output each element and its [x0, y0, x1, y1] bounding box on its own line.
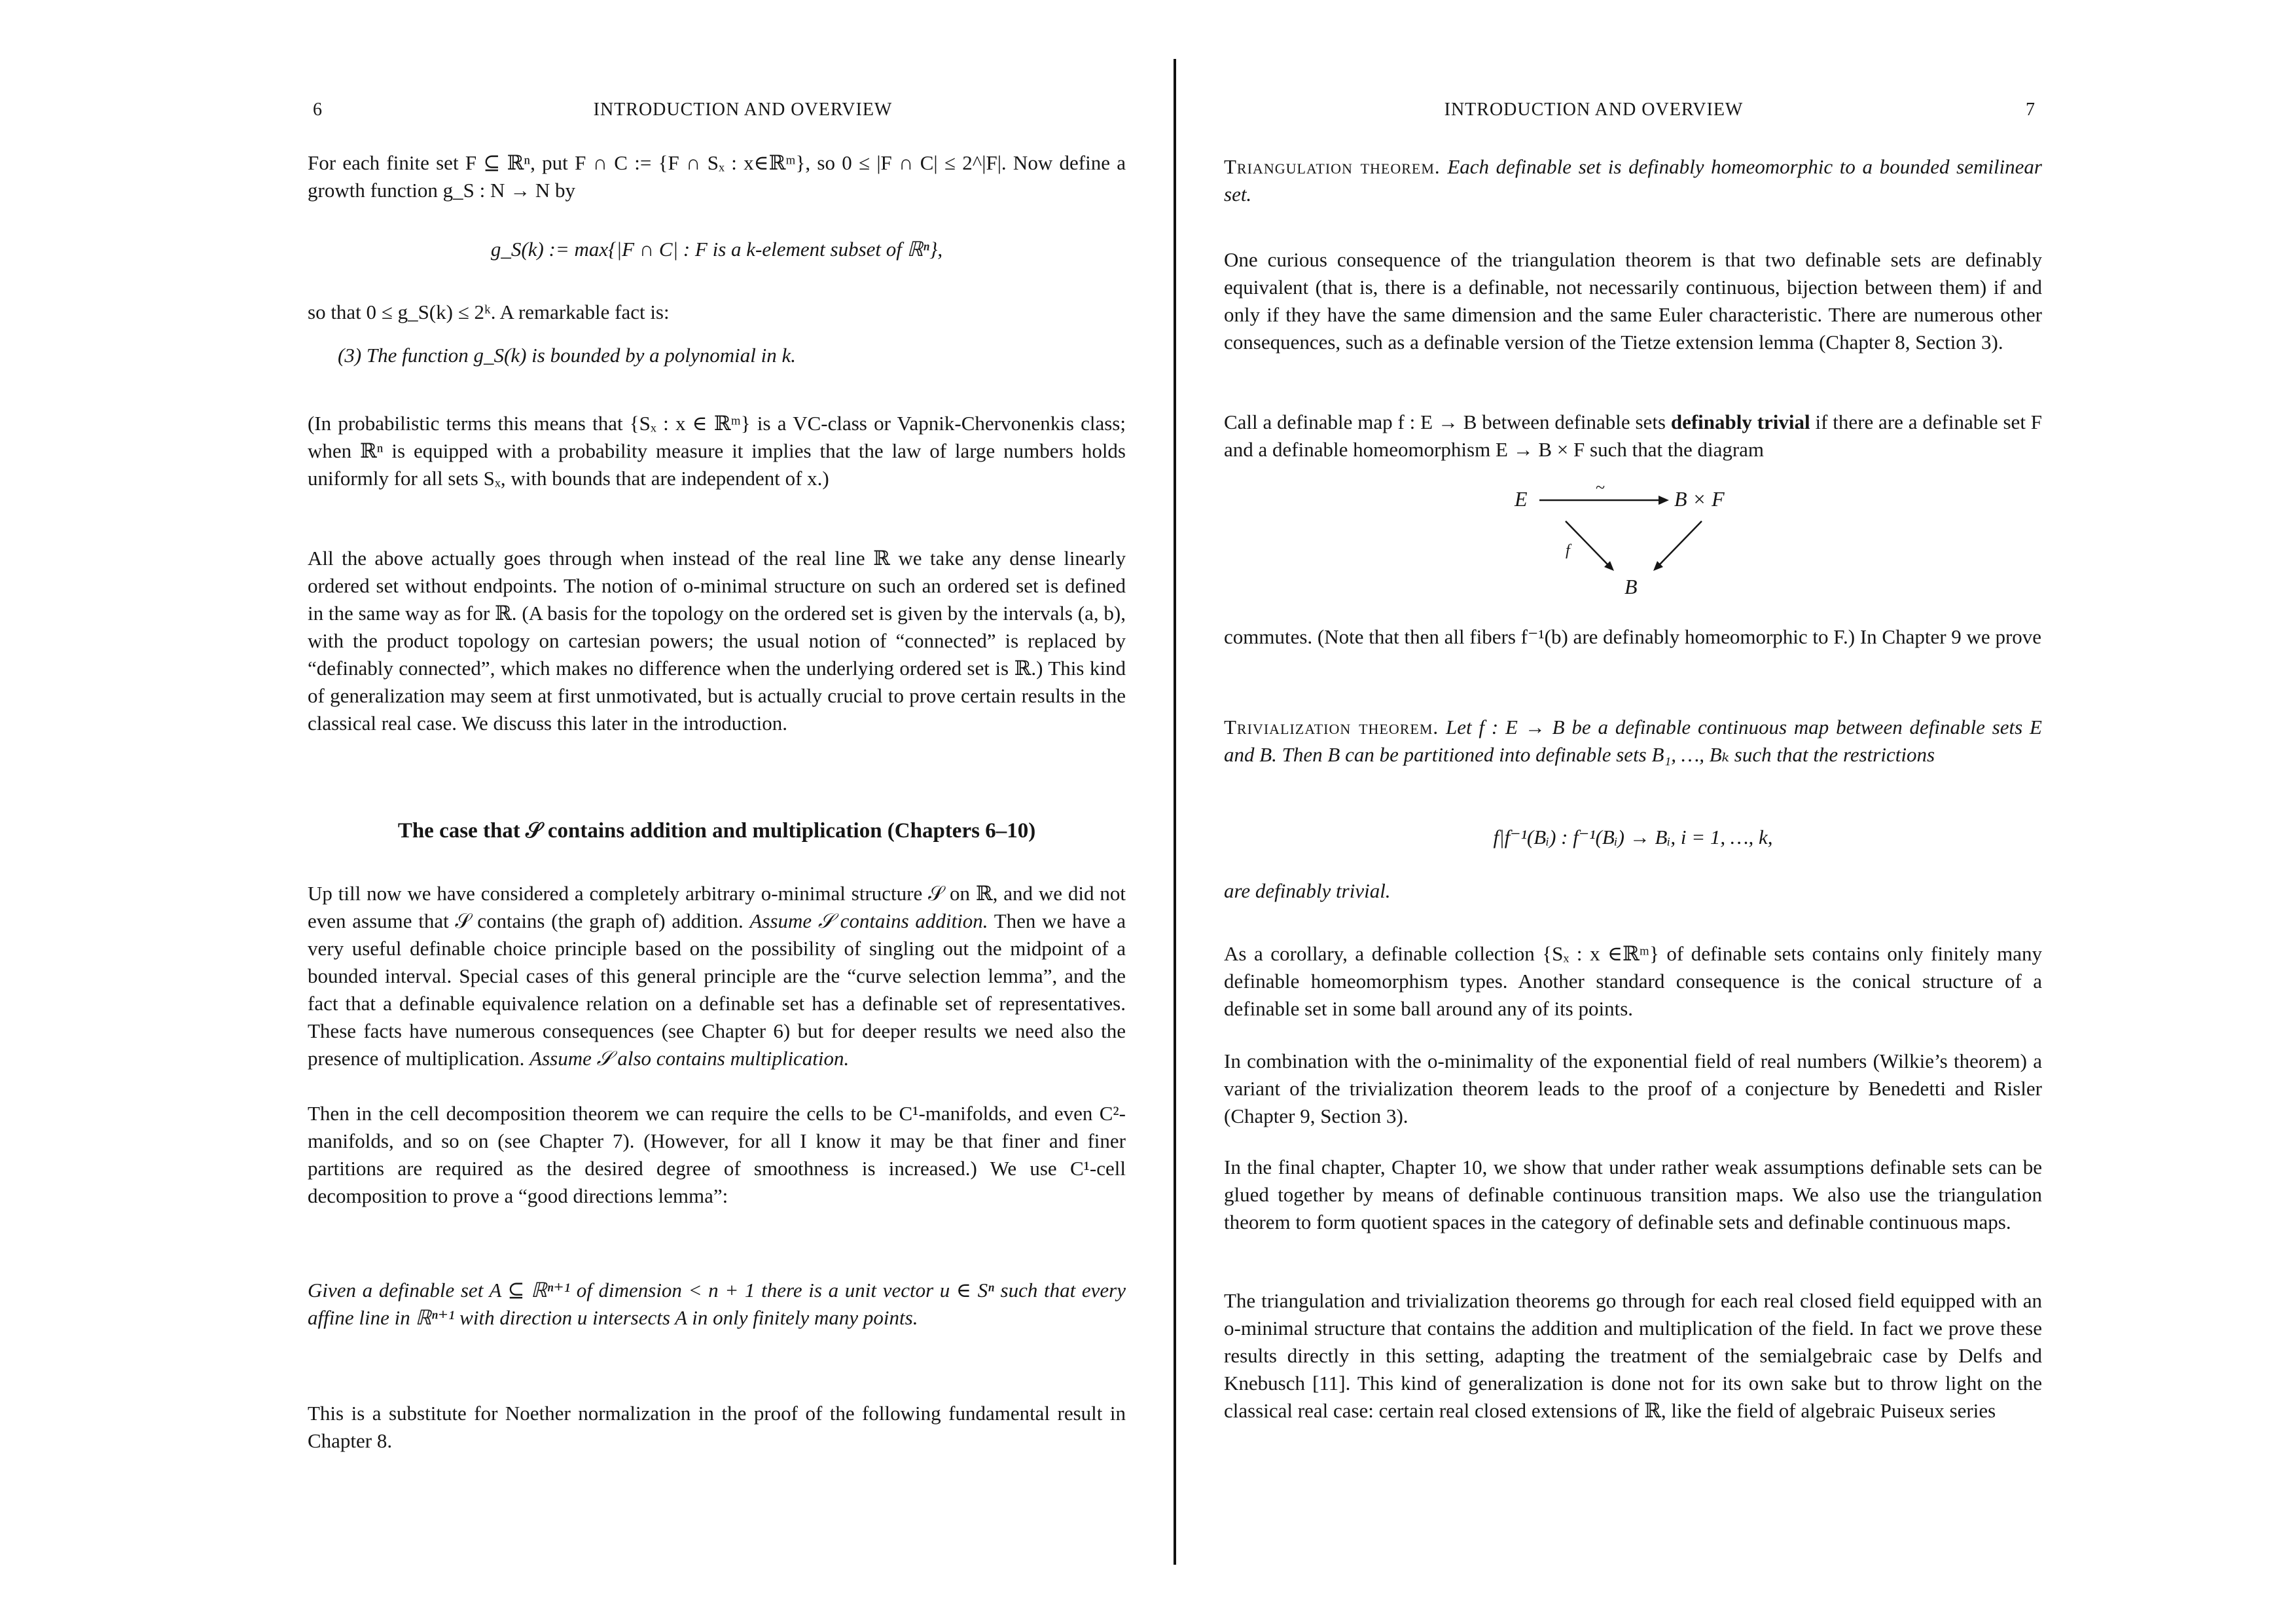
commutative-diagram: [1505, 478, 1787, 613]
trivialization-theorem-label: Trivialization theorem.: [1224, 716, 1439, 739]
right-para-curious-consequence: One curious consequence of the triangulation theorem is that two definable sets are definably equivalent (that is, there is a definable, not necessarily continuous, bijection between them) if and only if they have the same dimension and the same Euler characteristic. There are numerous other consequences, such as a definable version of the Tietze extension lemma (Chapter 8, Section 3).: [1224, 248, 2042, 354]
projection-arrow-shaft: [1659, 521, 1702, 566]
left-para-finite-set-text: For each finite set F ⊆ ℝⁿ, put F ∩ C := {F ∩ Sₓ : x∈ℝᵐ}, so 0 ≤ |F ∩ C| ≤ 2^|F|. Now define a growth function g_S : N → N by: [308, 151, 1126, 202]
growth-function-equation: g_S(k) := max{|F ∩ C| : F is a k-element subset of ℝⁿ},: [490, 238, 943, 261]
para5-assume-addition: Assume 𝒮 contains addition.: [749, 909, 988, 932]
diagram-map-f: f: [1566, 542, 1570, 559]
right-page-number: 7: [2026, 100, 2036, 120]
trivialization-theorem-statement: Let f : E → B be a definable continuous map between definable sets E and B. Then B can be partitioned into definable sets B₁, …, Bₖ such that the restrictions: [1224, 716, 2042, 766]
left-running-head: [308, 100, 1126, 126]
triangulation-theorem: [1224, 153, 2042, 208]
para5-part-c: Then we have a very useful definable choice principle based on the possibility of singling out the midpoint of a bounded interval. Special cases of this general principle are the “curve selection lemma”, and the fact that a definable equivalence relation on a definable set has a definable set of representatives. These facts have numerous consequences (see Chapter 6) but for deeper results we need also the presence of multiplication.: [308, 909, 1126, 1070]
triangulation-theorem-statement: Each definable set is definably homeomorphic to a bounded semilinear set.: [1224, 155, 2042, 206]
right-para-corollary: As a corollary, a definable collection {Sₓ : x ∈ℝᵐ} of definable sets contains only finitely many definable homeomorphism types. Another standard consequence is the conical structure of a definable set in some ball around any of its points.: [1224, 942, 2042, 1020]
are-definably-trivial: are definably trivial.: [1224, 879, 1391, 902]
right-page: [1224, 0, 2042, 1623]
left-para-definable-choice: [308, 880, 1126, 1072]
left-para-vc-class: (In probabilistic terms this means that {Sₓ : x ∈ ℝᵐ} is a VC-class or Vapnik-Chervonenkis class; when ℝⁿ is equipped with a probability measure it implies that the law of large numbers holds uniformly for all sets Sₓ, with bounds that are independent of x.): [308, 412, 1126, 490]
commutative-diagram-arrows: [1505, 482, 1787, 613]
right-para-final-chapter: In the final chapter, Chapter 10, we show that under rather weak assumptions definable sets can be glued together by means of definable continuous transition maps. We also use the triangulation theorem to form quotient spaces in the category of definable sets and definable continuous maps.: [1224, 1156, 2042, 1233]
left-running-title: INTRODUCTION AND OVERVIEW: [593, 100, 893, 120]
right-running-title: INTRODUCTION AND OVERVIEW: [1444, 100, 1744, 120]
right-para-definably-trivial: [1224, 409, 2042, 464]
left-para-dense-order: All the above actually goes through when instead of the real line ℝ we take any dense linearly ordered set without endpoints. The notion of o-minimal structure on such an ordered set is defined in the same way as for ℝ. (A basis for the topology on the ordered set is given by the intervals (a, b), with the product topology on cartesian powers; the usual notion of “connected” is replaced by “definably connected”, which makes no difference when the underlying ordered set is ℝ.) This kind of generalization may seem at first unmotivated, but is actually crucial to prove certain results in the classical real case. We discuss this later in the introduction.: [308, 547, 1126, 735]
section-heading-addition-multiplication: The case that 𝒮 contains addition and multiplication (Chapters 6–10): [397, 819, 1036, 843]
left-para-noether: This is a substitute for Noether normalization in the proof of the following fundamental result in Chapter 8.: [308, 1402, 1126, 1452]
right-para-commutes: commutes. (Note that then all fibers f⁻¹(b) are definably homeomorphic to F.) In Chapter 9 we prove: [1224, 625, 2042, 648]
definably-trivial-term: definably trivial: [1670, 410, 1810, 433]
left-para-finite-set: [308, 149, 1126, 204]
left-page-number: 6: [313, 100, 323, 120]
definably-trivial-part-b: if there are a definable set F and a definable homeomorphism E → B × F such that the diagram: [1224, 410, 2043, 461]
trivialization-theorem: [1224, 714, 2042, 769]
good-directions-lemma: Given a definable set A ⊆ ℝⁿ⁺¹ of dimension < n + 1 there is a unit vector u ∈ Sⁿ such that every affine line in ℝⁿ⁺¹ with direction u intersects A in only finitely many points.: [308, 1279, 1126, 1329]
right-para-real-closed-field: The triangulation and trivialization theorems go through for each real closed field equipped with an o-minimal structure that contains the addition and multiplication of the field. In fact we prove these results directly in this setting, adapting the treatment of the semialgebraic case by Delfs and Knebusch [11]. This kind of generalization is done not for its own sake but to throw light on the classical real case: certain real closed extensions of ℝ, like the field of algebraic Puiseux series: [1224, 1289, 2042, 1422]
page-gutter-line: [1174, 59, 1176, 1565]
definably-trivial-part-a: Call a definable map f : E → B between definable sets: [1224, 410, 1666, 433]
left-para-cell-decomposition: Then in the cell decomposition theorem we can require the cells to be C¹-manifolds, and even C²-manifolds, and so on (see Chapter 7). (However, for all I know it may be that finer and finer partitions are required as the desired degree of smoothness is increased.) We use C¹-cell decomposition to prove a “good directions lemma”:: [308, 1102, 1126, 1207]
fact-3-polynomial-bound: (3) The function g_S(k) is bounded by a polynomial in k.: [338, 344, 796, 367]
f-arrow-shaft: [1566, 521, 1609, 566]
triangulation-theorem-label: Triangulation theorem.: [1224, 155, 1441, 178]
top-arrow-head: [1659, 496, 1669, 505]
restriction-equation: f|f⁻¹(Bᵢ) : f⁻¹(Bᵢ) → Bᵢ, i = 1, …, k,: [1493, 826, 1773, 848]
para5-part-a: Up till now we have considered a completely arbitrary o-minimal structure 𝒮 on ℝ, and we did not even assume that 𝒮 contains (the graph of) addition.: [308, 882, 1126, 932]
right-running-head: [1224, 100, 2042, 126]
diagram-node-B: B: [1624, 575, 1638, 598]
diagram-node-E: E: [1515, 487, 1528, 511]
para5-assume-multiplication: Assume 𝒮 also contains multiplication.: [529, 1047, 850, 1070]
left-page: [308, 0, 1126, 1623]
left-para-remarkable: so that 0 ≤ g_S(k) ≤ 2ᵏ. A remarkable fact is:: [308, 301, 670, 323]
diagram-node-BxF: B × F: [1674, 487, 1725, 511]
diagram-homeomorphism-tilde: ~: [1596, 478, 1605, 497]
right-para-wilkie: In combination with the o-minimality of the exponential field of real numbers (Wilkie’s theorem) a variant of the trivialization theorem leads to the proof of a conjecture by Benedetti and Risler (Chapter 9, Section 3).: [1224, 1049, 2042, 1127]
